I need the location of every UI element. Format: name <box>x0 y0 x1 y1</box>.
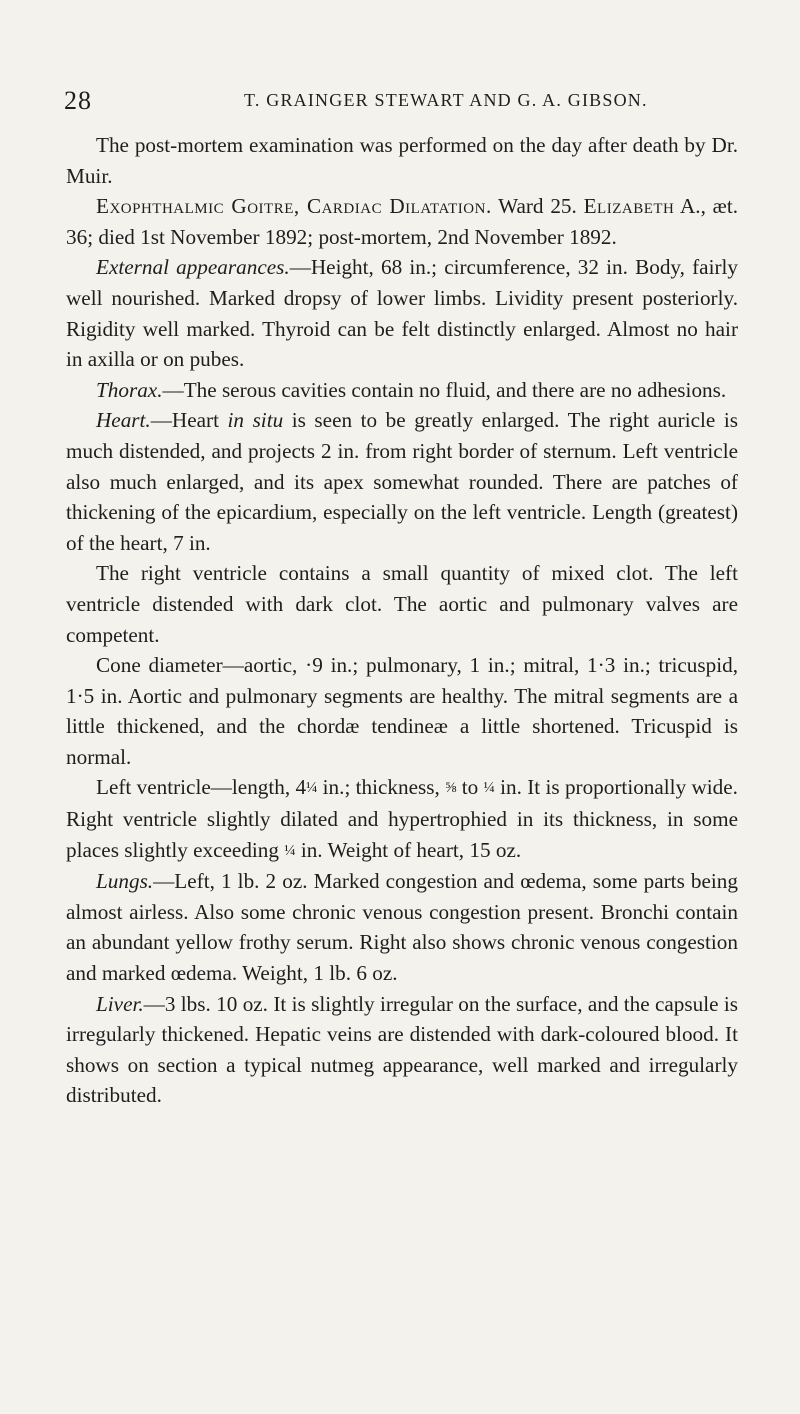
lungs-label: Lungs. <box>96 869 154 894</box>
lv-text-4: in. It is proportionally wide. Right ventricle slightly dilated and hypertrophied in its thickness, in some places slightly exceeding <box>66 775 738 862</box>
external-appearances-text: —Height, 68 in.; circumference, 32 in. Body, fairly well nourished. Marked dropsy of lower limbs. Lividity present posteriorly. Rigidity well marked. Thyroid can be felt distinctly enlarged. Almost no hair in axilla or on pubes. <box>66 255 738 372</box>
heart-pre: —Heart <box>150 408 228 433</box>
thorax-paragraph <box>66 375 738 406</box>
lv-fraction-3: ¼ <box>483 780 495 797</box>
lungs-paragraph <box>66 866 738 988</box>
patient-name: Elizabeth <box>583 194 675 219</box>
ventricles-paragraph: The right ventricle contains a small quantity of mixed clot. The left ventricle distended with dark clot. The aortic and pulmonary valves are competent. <box>66 561 738 647</box>
lv-text-2: in.; thickness, <box>317 775 446 800</box>
running-head <box>64 86 736 114</box>
liver-label: Liver. <box>96 991 144 1016</box>
left-ventricle-paragraph <box>66 772 738 866</box>
running-title: T. GRAINGER STEWART AND G. A. GIBSON. <box>244 90 648 110</box>
case-heading <box>66 191 738 252</box>
in-situ: in situ <box>227 408 284 433</box>
case-details: A., æt. 36; died 1st November 1892; post-mortem, 2nd November 1892. <box>66 194 738 249</box>
case-title: Exophthalmic Goitre, Cardiac Dilatation. <box>96 194 492 219</box>
heart-text: is seen to be greatly enlarged. The right auricle is much distended, and projects 2 in. from right border of sternum. Left ventricle also much enlarged, and its apex somewhat rounded. There are patches of thickening of the epicardium, especially on the left ventricle. Length (greatest) of the heart, 7 in. <box>66 408 738 555</box>
thorax-label: Thorax. <box>96 377 163 402</box>
lv-text-5: in. Weight of heart, 15 oz. <box>295 837 522 862</box>
lv-text-3: to <box>456 775 484 800</box>
liver-paragraph <box>66 989 738 1111</box>
lv-fraction-2: ⅝ <box>445 780 457 797</box>
case-ward: Ward 25. <box>491 194 577 219</box>
lungs-text: —Left, 1 lb. 2 oz. Marked congestion and œdema, some parts being almost airless. Also some chronic venous congestion present. Bronchi contain an abundant yellow frothy serum. Right also shows chronic venous congestion and marked œdema. Weight, 1 lb. 6 oz. <box>66 869 738 986</box>
body-text <box>66 130 738 1111</box>
liver-text: —3 lbs. 10 oz. It is slightly irregular on the surface, and the capsule is irregularly thickened. Hepatic veins are distended with dark-coloured blood. It shows on section a typical nutmeg appearance, well marked and irregularly distributed. <box>66 991 738 1108</box>
page-number: 28 <box>64 86 92 115</box>
external-appearances-label: External appearances. <box>96 255 290 280</box>
lv-fraction-4: ¼ <box>284 842 296 859</box>
lv-fraction-1: ¼ <box>306 780 318 797</box>
external-appearances-paragraph <box>66 252 738 374</box>
lv-text-1: Left ventricle—length, 4 <box>96 775 307 800</box>
intro-paragraph: The post-mortem examination was performed on the day after death by Dr. Muir. <box>66 133 738 188</box>
cone-diameter-paragraph: Cone diameter—aortic, ·9 in.; pulmonary, 1 in.; mitral, 1·3 in.; tricuspid, 1·5 in. Aortic and pulmonary segments are healthy. The mitral segments are a little thickened, and the chordæ tendineæ a little shortened. Tricuspid is normal. <box>66 653 738 769</box>
thorax-text: —The serous cavities contain no fluid, and there are no adhesions. <box>162 377 727 402</box>
heart-paragraph <box>66 405 738 558</box>
heart-label: Heart. <box>96 408 151 433</box>
